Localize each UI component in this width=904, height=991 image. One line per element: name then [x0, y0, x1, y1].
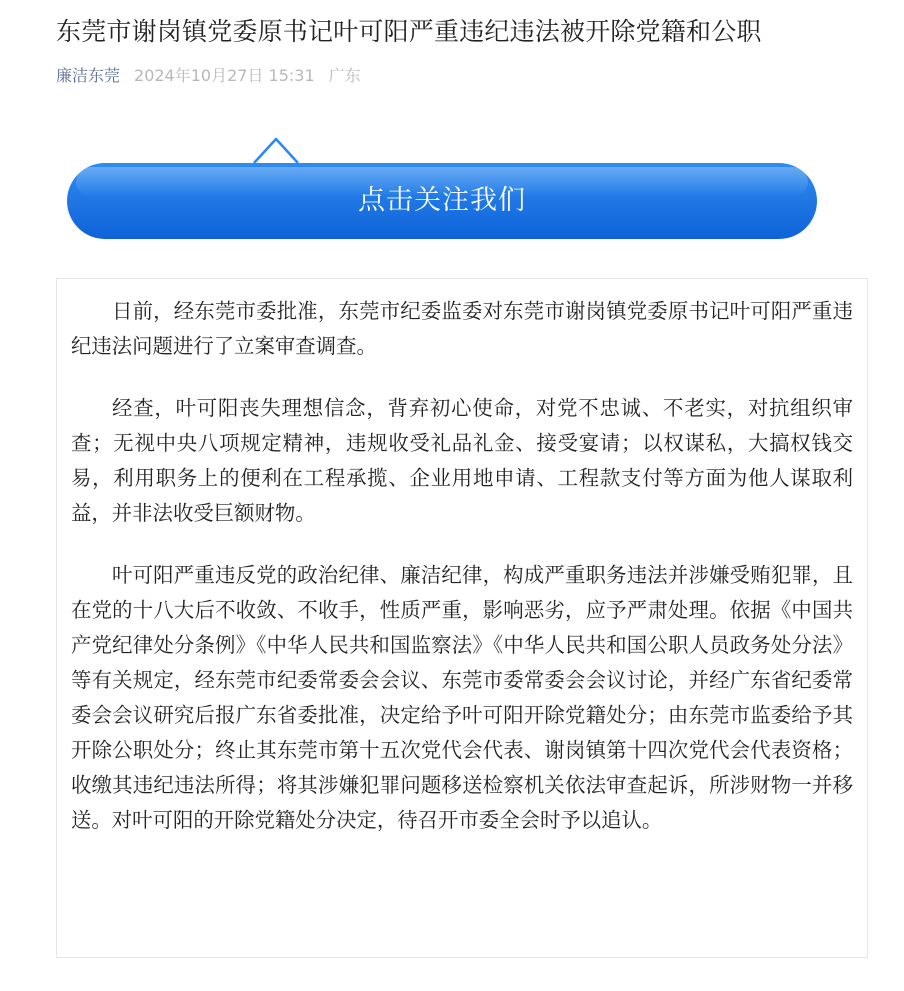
article-meta	[56, 64, 361, 88]
publish-datetime: 2024年10月27日 15:31	[134, 66, 315, 85]
follow-us-label: 点击关注我们	[358, 185, 526, 216]
article-title: 东莞市谢岗镇党委原书记叶可阳严重违纪违法被开除党籍和公职	[56, 17, 762, 46]
follow-banner[interactable]	[66, 136, 818, 240]
article-content	[56, 278, 868, 958]
account-name-link[interactable]: 廉洁东莞	[56, 66, 121, 85]
article-paragraph: 叶可阳严重违反党的政治纪律、廉洁纪律，构成严重职务违法并涉嫌受贿犯罪，且在党的十八大后不收敛、不收手，性质严重，影响恶劣，应予严肃处理。依据《中国共产党纪律处分条例》《中华人民共和国监察法》《中华人民共和国公职人员政务处分法》等有关规定，经东莞市纪委常委会会议、东莞市委常委会会议讨论，并经广东省纪委常委会会议研究后报广东省委批准，决定给予叶可阳开除党籍处分；由东莞市监委给予其开除公职处分；终止其东莞市第十五次党代会代表、谢岗镇第十四次党代会代表资格；收缴其违纪违法所得；将其涉嫌犯罪问题移送检察机关依法审查起诉，所涉财物一并移送。对叶可阳的开除党籍处分决定，待召开市委全会时予以追认。	[71, 563, 853, 832]
article-paragraph: 经查，叶可阳丧失理想信念，背弃初心使命，对党不忠诚、不老实，对抗组织审查；无视中央八项规定精神，违规收受礼品礼金、接受宴请；以权谋私，大搞权钱交易，利用职务上的便利在工程承揽、企业用地申请、工程款支付等方面为他人谋取利益，并非法收受巨额财物。	[71, 396, 853, 525]
article-paragraph: 日前，经东莞市委批准，东莞市纪委监委对东莞市谢岗镇党委原书记叶可阳严重违纪违法问题进行了立案审查调查。	[71, 299, 853, 358]
publish-location: 广东	[328, 66, 361, 85]
